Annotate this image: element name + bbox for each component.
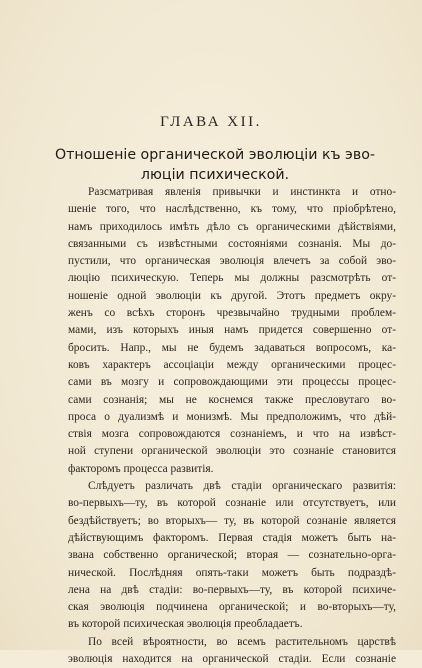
text-line: звана собственно органической; вторая — сознательно-орга- [68,549,396,562]
text-line: дѣйствующимъ факторомъ. Первая стадія можетъ быть на- [68,531,396,544]
text-line: Разсматривая явленія привычки и инстинкта и отно- [88,186,396,198]
heading-line-2: люціи психической. [140,167,290,183]
text-line: бросить. Напр., мы не будемъ задаваться вопросомъ, ка- [68,341,396,354]
text-line: сами сознанія; мы не коснемся также пресловутаго во- [68,393,396,406]
text-line: По всей вѣроятности, во всемъ растительномъ царствѣ [88,635,396,648]
text-line: мами, изъ которыхъ иныя намъ придется совершенно от- [68,324,396,337]
text-line: эволюція находится на органической стадіи. Если сознаніе [68,653,396,666]
heading-line-1: Отношеніе органической эволюціи къ эво- [55,147,375,163]
text-line: шеніе того, что наслѣдственно, къ тому, что пріобрѣтено, [68,203,396,216]
text-line: ношеніе одной эволюціи къ другой. Этотъ предметъ окру- [68,289,396,302]
text-line: связанными съ извѣстными состояніями сознанія. Мы до- [68,237,396,250]
text-line: нической. Послѣдняя опять-таки можетъ быть подраздѣ- [68,566,396,579]
body-text [68,184,396,668]
text-line: люцію психическую. Теперь мы должны разсмотрѣть от- [68,272,396,285]
text-line: пустили, что органическая эволюція влечетъ за собой эво- [68,255,396,268]
text-line: во-первыхъ—ту, въ которой сознаніе или отсутствуетъ, или [68,497,396,510]
text-line: ной ступени органической эволюціи это сознаніе становится [68,445,396,458]
chapter-title: ГЛАВА XII. [160,114,262,130]
text-line: въ которой психическая эволюція преобладаетъ. [68,618,303,631]
text-line: проса о дуализмѣ и монизмѣ. Мы предположимъ, что дѣй- [68,410,396,423]
text-line: намъ приходилось имѣть дѣло съ органическими дѣйствіями, [68,220,396,233]
text-line: сами въ мозгу и сопровождающими эти процессы процес- [68,376,396,389]
text-line: бездѣйствуетъ; во вторыхъ— ту, въ которой сознаніе является [68,514,396,527]
chapter-heading [40,145,390,185]
text-line: ская эволюція подчинена органической; и во-вторыхъ—ту, [68,601,396,614]
text-line: лена на двѣ стадіи: во-первыхъ—ту, въ которой психиче- [68,583,396,596]
text-line: женъ со всѣхъ сторонъ чрезвычайно трудными проблем- [68,307,396,320]
text-line: ствія мозга сопровождаются сознаніемъ, и что на извѣст- [68,428,396,441]
text-line: ковъ характеръ ассоціаціи между органическими процес- [68,358,396,371]
text-line: Слѣдуетъ различать двѣ стадіи органическаго развитія: [88,480,396,493]
text-line: факторомъ процесса развитія. [68,462,214,475]
